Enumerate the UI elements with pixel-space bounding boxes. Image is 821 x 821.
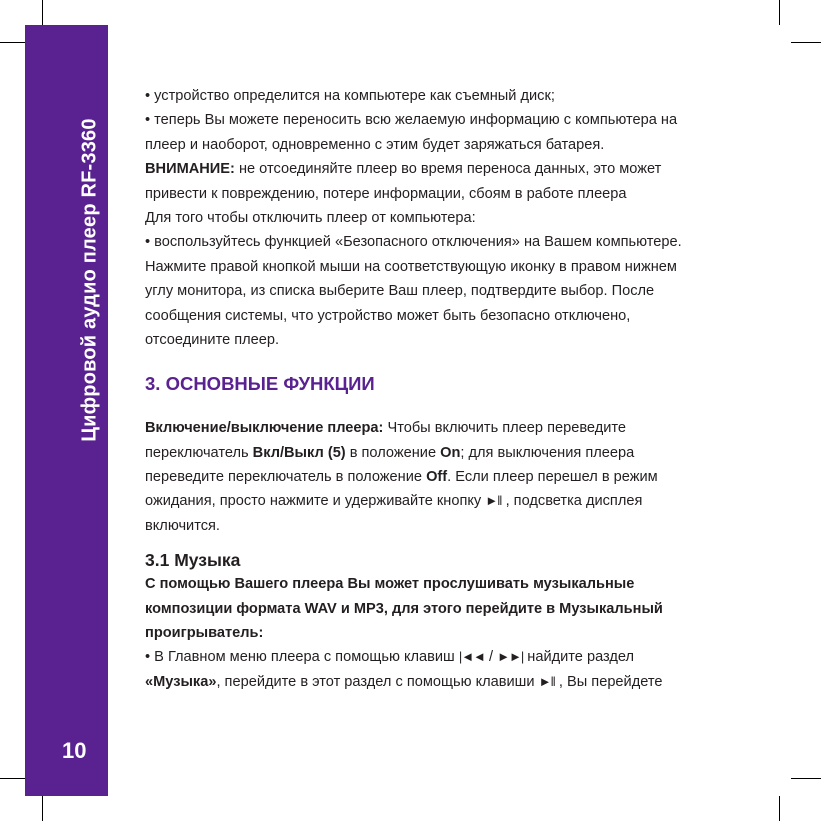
paragraph-line [145, 645, 755, 669]
text: , перейдите в этот раздел с помощью клавиши [216, 673, 539, 690]
paragraph-line: композиции формата WAV и MP3, для этого перейдите в Музыкальный [145, 600, 663, 617]
paragraph-line: Нажмите правой кнопкой мыши на соответствующую иконку в правом нижнем [145, 258, 677, 275]
crop-mark [0, 42, 25, 43]
paragraph-line: • воспользуйтесь функцией «Безопасного отключения» на Вашем компьютере. [145, 234, 682, 251]
paragraph-line [145, 489, 755, 513]
paragraph-line [145, 416, 755, 440]
play-pause-icon: ►‖ [538, 673, 555, 689]
text: ; для выключения плеера [460, 444, 635, 461]
subsection-heading: 3.1 Музыка [145, 550, 241, 571]
section-heading: 3. ОСНОВНЫЕ ФУНКЦИИ [145, 373, 375, 395]
paragraph-line [145, 465, 755, 489]
text: в положение [345, 444, 441, 461]
paragraph-line [145, 441, 755, 465]
text: , Вы перейдете [554, 673, 663, 690]
text: Чтобы включить плеер переведите [383, 420, 627, 437]
paragraph-line: углу монитора, из списка выберите Ваш плеер, подтвердите выбор. После [145, 283, 655, 300]
crop-mark [42, 796, 43, 821]
text: переключатель [145, 444, 253, 461]
text: ожидания, просто нажмите и удерживайте кнопку [145, 493, 486, 510]
page-content [145, 84, 755, 694]
paragraph-line: Для того чтобы отключить плеер от компьютера: [145, 209, 476, 226]
paragraph-line: отсоедините плеер. [145, 331, 280, 348]
off-label: Off [426, 469, 448, 486]
crop-mark [42, 0, 43, 25]
crop-mark [791, 42, 821, 43]
paragraph-line: привести к повреждению, потере информации, сбоям в работе плеера [145, 185, 627, 202]
paragraph-line: включится. [145, 517, 220, 534]
warning-text: не отсоединяйте плеер во время переноса данных, это может [234, 161, 662, 178]
text: • В Главном меню плеера с помощью клавиш [145, 649, 459, 666]
text: найдите раздел [523, 649, 635, 666]
paragraph-line: С помощью Вашего плеера Вы может прослушивать музыкальные [145, 576, 635, 593]
warning-label: ВНИМАНИЕ: [145, 161, 235, 178]
crop-mark [779, 796, 780, 821]
crop-mark [779, 0, 780, 25]
text: переведите переключатель в положение [145, 469, 427, 486]
paragraph-line: проигрыватель: [145, 625, 264, 642]
play-pause-icon: ►‖ [485, 493, 502, 509]
paragraph-line: плеер и наоборот, одновременно с этим будет заряжаться батарея. [145, 136, 605, 153]
power-label: Включение/выключение плеера: [145, 420, 384, 437]
paragraph-line: • устройство определится на компьютере как съемный диск; [145, 88, 555, 104]
music-label: «Музыка» [145, 673, 217, 690]
page-number: 10 [62, 738, 87, 763]
on-label: On [440, 444, 461, 461]
text: . Если плеер перешел в режим [447, 469, 658, 486]
sidebar-title: Цифровой аудио плеер RF-3360 [78, 118, 101, 442]
next-track-icon: ►►| [497, 649, 524, 665]
text: / [484, 649, 498, 666]
crop-mark [0, 778, 25, 779]
paragraph-line [145, 670, 755, 694]
switch-label: Вкл/Выкл (5) [252, 444, 346, 461]
warning-line [145, 157, 755, 181]
paragraph-line: • теперь Вы можете переносить всю желаемую информацию с компьютера на [145, 112, 678, 129]
paragraph-line: сообщения системы, что устройство может быть безопасно отключено, [145, 307, 631, 324]
crop-mark [791, 778, 821, 779]
text: , подсветка дисплея [501, 493, 643, 510]
previous-track-icon: |◄◄ [458, 649, 485, 665]
